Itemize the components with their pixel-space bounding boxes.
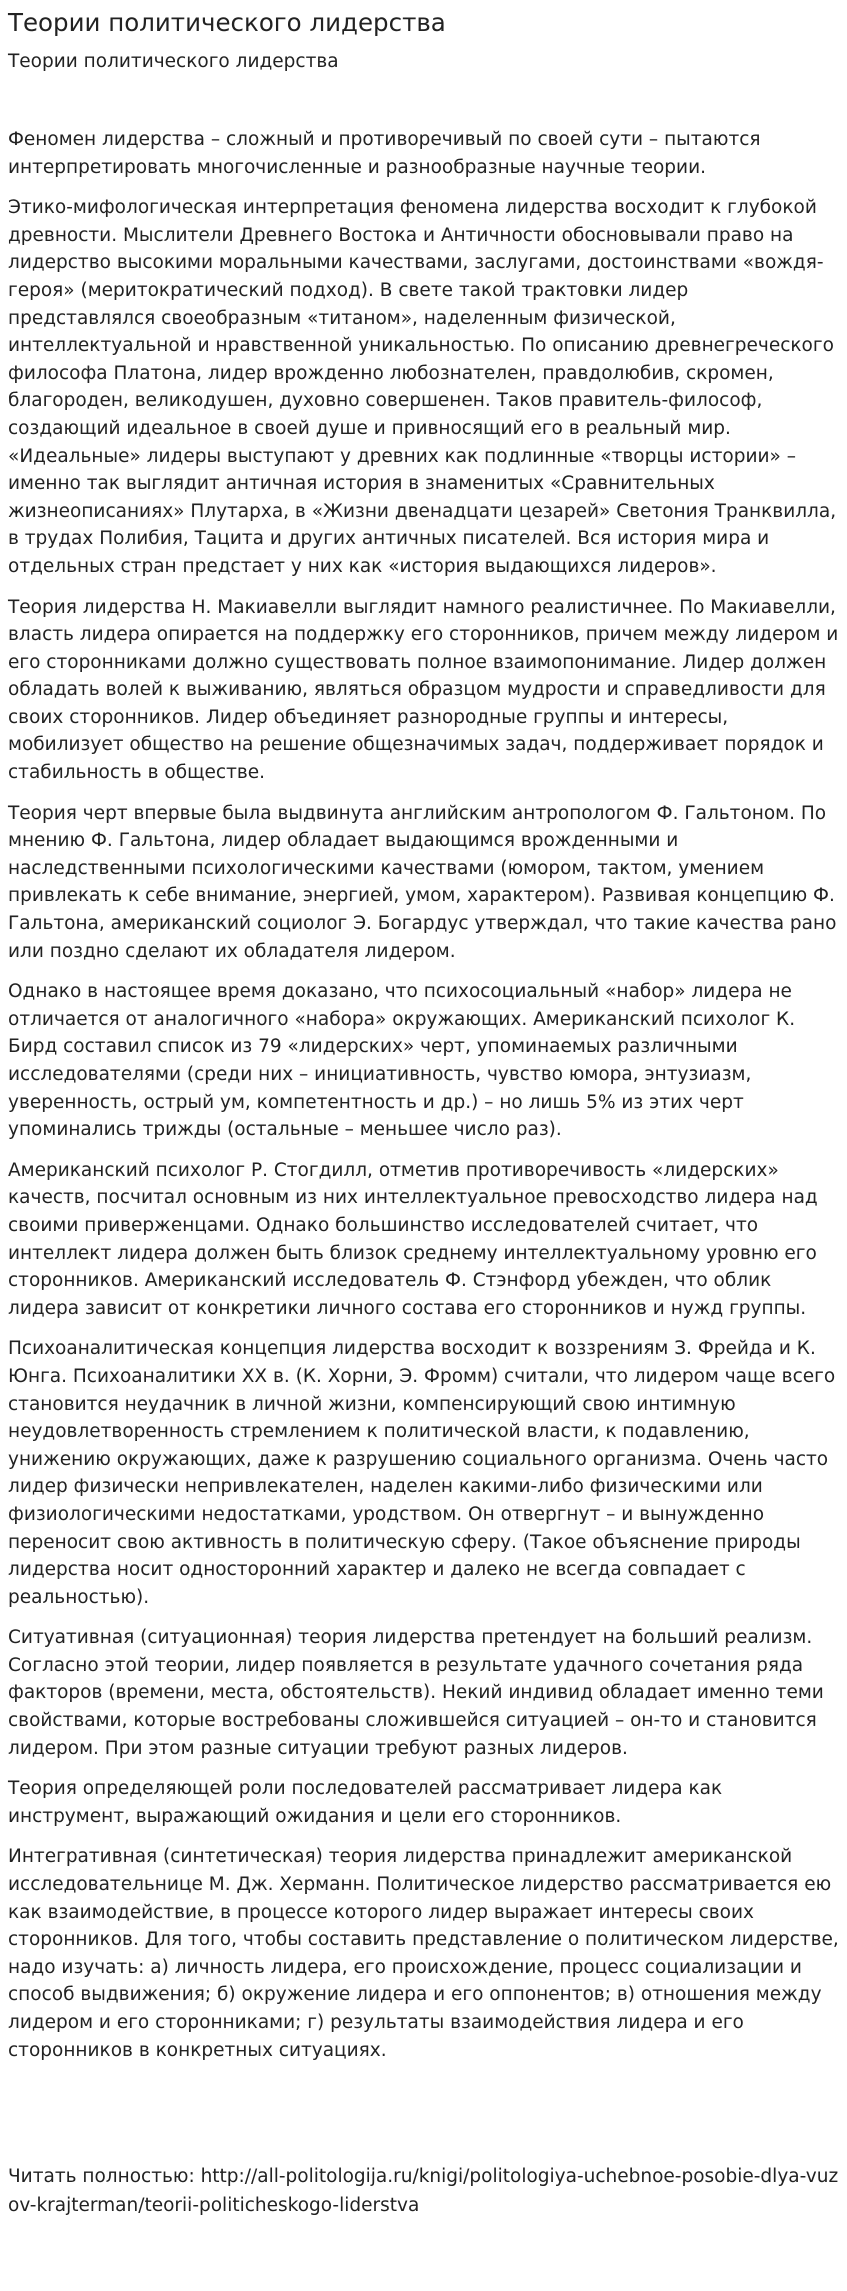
page-subtitle: Теории политического лидерства bbox=[8, 51, 339, 72]
page-title: Теории политического лидерства bbox=[8, 8, 446, 37]
paragraph-integrative: Интегративная (синтетическая) теория лидерства принадлежит американской исследовательнице М. Дж. Херманн. Политическое лидерство рассматривается ею как взаимодействие, в процессе которого лидер выражает интересы своих сторонников. Для того, чтобы составить представление о политическом лидерстве, надо изучать: а) личность лидера, его происхождение, процесс социализации и способ выдвижения; б) окружение лидера и его оппонентов; в) отношения между лидером и его сторонниками; г) результаты взаимодействия лидера и его сторонников в конкретных ситуациях. bbox=[8, 1846, 839, 2061]
paragraph-machiavelli: Теория лидерства Н. Макиавелли выглядит намного реалистичнее. По Макиавелли, власть лидера опирается на поддержку его сторонников, причем между лидером и его сторонниками должно существовать полное взаимопонимание. Лидер должен обладать волей к выживанию, являться образцом мудрости и справедливости для своих сторонников. Лидер объединяет разнородные группы и интересы, мобилизует общество на решение общезначимых задач, поддерживает порядок и стабильность в обществе. bbox=[8, 596, 839, 784]
paragraph-followers-role: Теория определяющей роли последователей рассматривает лидера как инструмент, выражающий ожидания и цели его сторонников. bbox=[8, 1778, 723, 1827]
paragraph-psychoanalytic: Психоаналитическая концепция лидерства восходит к воззрениям З. Фрейда и К. Юнга. Психоаналитики XX в. (К. Хорни, Э. Фромм) считали, что лидером чаще всего становится неудачник в личной жизни, компенсирующий свою интимную неудовлетворенность стремлением к политической власти, к подавлению, унижению окружающих, даже к разрушению социального организма. Очень часто лидер физически непривлекателен, наделен какими-либо физическими или физиологическими недостатками, уродством. Он отвергнут – и вынужденно переносит свою активность в политическую сферу. (Такое объяснение природы лидерства носит односторонний характер и далеко не всегда совпадает с реальностью). bbox=[8, 1338, 836, 1608]
paragraph-intro: Феномен лидерства – сложный и противоречивый по своей сути – пытаются интерпретировать многочисленные и разнообразные научные теории. bbox=[8, 129, 761, 178]
read-more-link[interactable] bbox=[8, 2162, 839, 2220]
read-more-text[interactable]: Читать полностью: http://all-politologija.ru/knigi/politologiya-uchebnoe-posobie-dlya-vuzov-krajterman/teorii-politicheskogo-liderstva bbox=[8, 2166, 839, 2217]
paragraph-stogdill: Американский психолог Р. Стогдилл, отметив противоречивость «лидерских» качеств, посчитал основным из них интеллектуальное превосходство лидера над своими приверженцами. Однако большинство исследователей считает, что интеллект лидера должен быть близок среднему интеллектуальному уровню его сторонников. Американский исследователь Ф. Стэнфорд убежден, что облик лидера зависит от конкретики личного состава его сторонников и нужд группы. bbox=[8, 1159, 818, 1319]
paragraph-situational: Ситуативная (ситуационная) теория лидерства претендует на больший реализм. Согласно этой теории, лидер появляется в результате удачного сочетания ряда факторов (времени, места, обстоятельств). Некий индивид обладает именно теми свойствами, которые востребованы сложившейся ситуацией – он-то и становится лидером. При этом разные ситуации требуют разных лидеров. bbox=[8, 1627, 824, 1759]
paragraph-ethical-mythological: Этико-мифологическая интерпретация феномена лидерства восходит к глубокой древности. Мыслители Древнего Востока и Античности обосновывали право на лидерство высокими моральными качествами, заслугами, достоинствами «вождя-героя» (меритократический подход). В свете такой трактовки лидер представлялся своеобразным «титаном», наделенным физической, интеллектуальной и нравственной уникальностью. По описанию древнегреческого философа Платона, лидер врожденно любознателен, правдолюбив, скромен, благороден, великодушен, духовно совершенен. Таков правитель-философ, создающий идеальное в своей душе и привносящий его в реальный мир. «Идеальные» лидеры выступают у древних как подлинные «творцы истории» – именно так выглядит античная история в знаменитых «Сравнительных жизнеописаниях» Плутарха, в «Жизни двенадцати цезарей» Светония Транквилла, в трудах Полибия, Тацита и других античных писателей. Вся история мира и отдельных стран предстает у них как «история выдающихся лидеров». bbox=[8, 197, 837, 577]
paragraph-traits-theory: Теория черт впервые была выдвинута английским антропологом Ф. Гальтоном. По мнению Ф. Гальтона, лидер обладает выдающимся врожденными и наследственными психологическими качествами (юмором, тактом, умением привлекать к себе внимание, энергией, умом, характером). Развивая концепцию Ф. Гальтона, американский социолог Э. Богардус утверждал, что такие качества рано или поздно сделают их обладателя лидером. bbox=[8, 802, 837, 962]
article-body bbox=[8, 126, 839, 2064]
paragraph-psychosocial-set: Однако в настоящее время доказано, что психосоциальный «набор» лидера не отличается от аналогичного «набора» окружающих. Американский психолог К. Бирд составил список из 79 «лидерских» черт, упоминаемых различными исследователями (среди них – инициативность, чувство юмора, энтузиазм, уверенность, острый ум, компетентность и др.) – но лишь 5% из этих черт упоминались трижды (остальные – меньшее число раз). bbox=[8, 981, 796, 1141]
